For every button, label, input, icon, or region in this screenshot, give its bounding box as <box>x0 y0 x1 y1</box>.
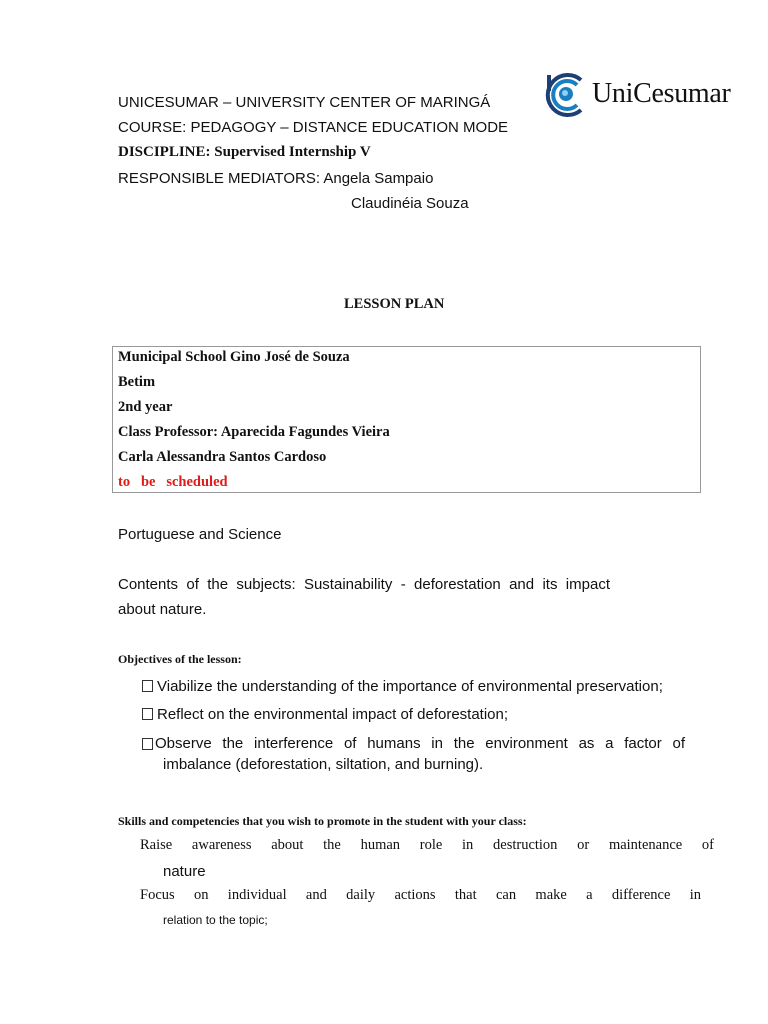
skill-item-2: Focus on individual and daily actions that can make a difference in <box>140 887 701 903</box>
lesson-date: to be scheduled <box>118 474 228 490</box>
subjects-line: Portuguese and Science <box>118 526 282 543</box>
objective-text: Reflect on the environmental impact of deforestation; <box>157 706 509 723</box>
objective-text: Observe the interference of humans in the environment as a factor of <box>155 735 685 752</box>
objective-item <box>142 706 508 723</box>
skill-item-1-continued: nature <box>163 863 206 880</box>
unicesumar-logo-icon <box>541 72 589 118</box>
contents-line-1: Contents of the subjects: Sustainability - deforestation and its impact <box>118 576 610 593</box>
contents-line-2: about nature. <box>118 601 207 618</box>
intern-name: Carla Alessandra Santos Cardoso <box>118 449 327 465</box>
logo-wordmark: UniCesumar <box>592 78 731 109</box>
mediator-name-1: Angela Sampaio <box>323 170 434 187</box>
checkbox-bullet-icon <box>142 708 153 720</box>
mediators-line <box>118 170 433 187</box>
course-line: COURSE: PEDAGOGY – DISTANCE EDUCATION MODE <box>118 119 509 136</box>
mediators-label: RESPONSIBLE MEDIATORS: <box>118 170 324 187</box>
skill-item-1: Raise awareness about the human role in destruction or maintenance of <box>140 837 714 853</box>
unicesumar-logo <box>541 70 751 120</box>
discipline-value: Supervised Internship V <box>210 144 371 160</box>
mediator-name-2: Claudinéia Souza <box>351 195 469 212</box>
grade-level: 2nd year <box>118 399 173 415</box>
discipline-label: DISCIPLINE: <box>118 144 211 160</box>
school-name: Municipal School Gino José de Souza <box>118 349 350 365</box>
discipline-line <box>118 144 371 161</box>
checkbox-bullet-icon <box>142 680 153 692</box>
class-professor: Class Professor: Aparecida Fagundes Vieira <box>118 424 390 440</box>
objective-text-continued: imbalance (deforestation, siltation, and burning). <box>163 756 484 773</box>
checkbox-bullet-icon <box>142 738 153 750</box>
objectives-heading: Objectives of the lesson: <box>118 652 242 666</box>
institution-line: UNICESUMAR – UNIVERSITY CENTER OF MARINGÁ <box>118 94 491 111</box>
skill-item-2-continued: relation to the topic; <box>163 913 268 927</box>
school-info-box <box>112 346 701 493</box>
page-title: LESSON PLAN <box>344 296 445 312</box>
objective-text: Viabilize the understanding of the importance of environmental preservation; <box>157 678 663 695</box>
city-name: Betim <box>118 374 156 390</box>
objective-item <box>142 678 663 695</box>
skills-heading: Skills and competencies that you wish to promote in the student with your class: <box>118 814 527 828</box>
